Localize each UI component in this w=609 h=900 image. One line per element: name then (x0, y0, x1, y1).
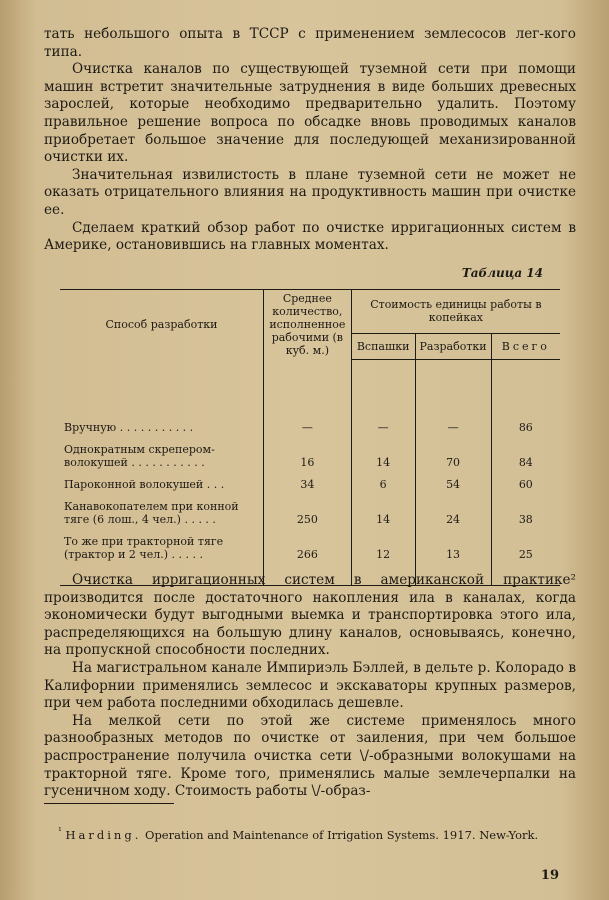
header-excavation: Разработки (415, 333, 491, 359)
header-total: Всего (491, 333, 560, 359)
row-quantity: — (263, 414, 351, 436)
row-method: Канавокопателем при конной тяге (6 лош., 4 чел.) . . . . . (64, 499, 239, 526)
footnote (44, 812, 576, 854)
footnote-divider (44, 803, 174, 804)
row-excavation: — (415, 414, 491, 436)
row-quantity: 34 (263, 471, 351, 493)
page-number: 19 (540, 868, 559, 883)
data-table (60, 289, 560, 586)
table-caption: Таблица 14 (461, 266, 543, 280)
row-excavation: 13 (415, 528, 491, 586)
row-total: 60 (491, 471, 560, 493)
row-total: 38 (491, 493, 560, 528)
row-method: Однократным скрепером-волокушей . . . . . . . . . . . (64, 442, 215, 469)
row-method: Вручную . . . . . . . . . . . (64, 420, 194, 434)
row-total: 84 (491, 436, 560, 471)
row-plowing: 12 (351, 528, 415, 586)
bottom-text-block (44, 572, 576, 801)
paragraph: На магистральном канале Импириэль Бэллей, в дельте р. Колорадо в Калифорнии применялись землесос и экскаваторы крупных размеров, при чем работа последними обходилась дешевле. (44, 659, 576, 712)
row-total: 86 (491, 414, 560, 436)
row-plowing: 14 (351, 493, 415, 528)
row-plowing: 14 (351, 436, 415, 471)
header-method: Способ разработки (60, 290, 263, 360)
row-total: 25 (491, 528, 560, 586)
row-quantity: 250 (263, 493, 351, 528)
paragraph: Сделаем краткий обзор работ по очистке ирригационных систем в Америке, остановившись на главных моментах. (44, 219, 576, 254)
paragraph: На мелкой сети по этой же системе применялось много разнообразных методов по очистке от заиления, при чем большое распространение получила очистка сети \/-образными волокушами на тракторной тяге. Кроме того, применялись малые землечерпалки на гусеничном ходу. Стоимость работы \/-образ- (44, 712, 576, 800)
table-row (60, 493, 560, 528)
row-quantity: 266 (263, 528, 351, 586)
paragraph: Очистка каналов по существующей туземной сети при помощи машин встретит значительные затруднения в виде больших древесных зарослей, которые необходимо предварительно удалить. Поэтому правильное решение вопроса по обсадке вновь проводимых каналов приобретает большое значение для последующей механизированной очистки их. (44, 61, 576, 166)
row-plowing: — (351, 414, 415, 436)
table-row (60, 471, 560, 493)
row-method: То же при тракторной тяге (трактор и 2 чел.) . . . . . (60, 528, 263, 586)
table-row (60, 436, 560, 471)
header-unit-cost: Стоимость единицы работы в копейках (351, 290, 560, 334)
table-row (60, 414, 560, 436)
row-excavation: 54 (415, 471, 491, 493)
paragraph-continuation: тать небольшого опыта в ТССР с применением землесосов лег-кого типа. (44, 26, 576, 60)
paragraph: Очистка ирригационных систем в американской практике² производится после достаточного накопления ила в каналах, когда экономически будут выгодными выемка и транспортировка этого ила, распределяющихся на большую длину каналов, основываясь, конечно, на пропускной способности последних. (44, 572, 576, 659)
top-text-block (44, 26, 576, 255)
header-avg-quantity: Среднее количество, исполненное рабочими (в куб. м.) (263, 290, 351, 360)
row-excavation: 70 (415, 436, 491, 471)
footnote-marker: ¹ (58, 825, 62, 837)
header-plowing: Вспашки (351, 333, 415, 359)
row-quantity: 16 (263, 436, 351, 471)
footnote-author: Harding. (65, 827, 142, 842)
row-plowing: 6 (351, 471, 415, 493)
row-excavation: 24 (415, 493, 491, 528)
paragraph: Значительная извилистость в плане туземной сети не может не оказать отрицательного влияния на продуктивность машин при очистке ее. (44, 166, 576, 218)
footnote-text: Operation and Maintenance of Irrigation Systems. 1917. New-York. (145, 827, 539, 842)
row-method: Пароконной волокушей . . . (64, 477, 225, 491)
